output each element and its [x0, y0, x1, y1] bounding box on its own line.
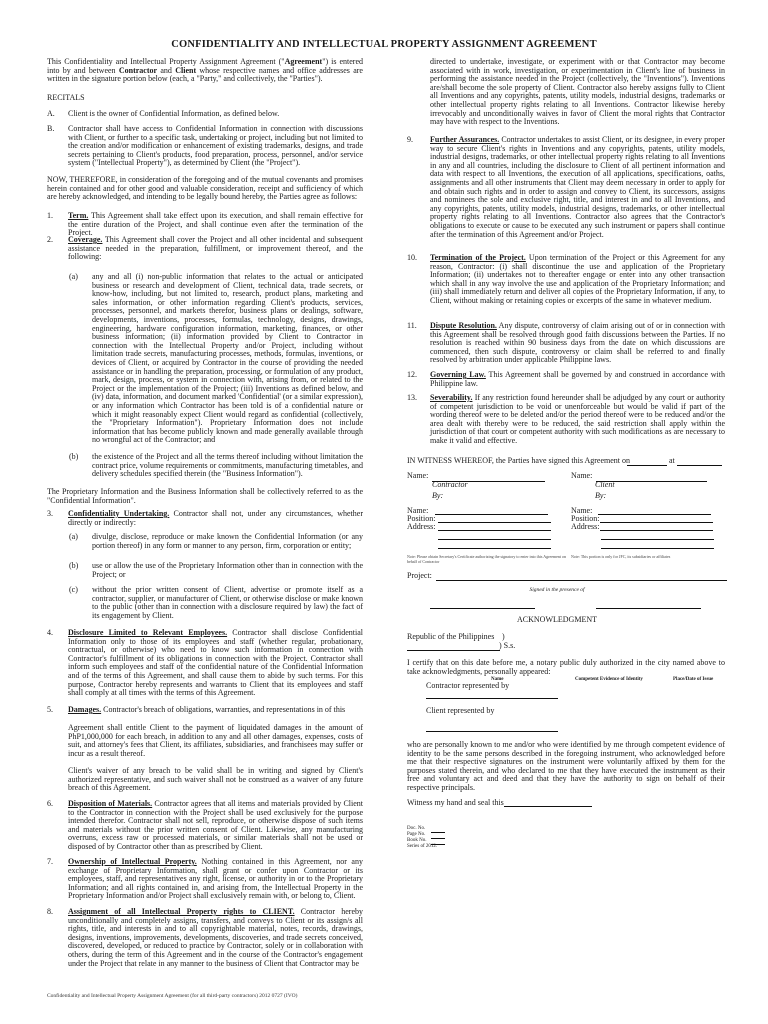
section-3b — [47, 562, 363, 579]
section-heading: Governing Law. — [430, 370, 486, 379]
item-text: divulge, disclose, reproduce or make known the Confidential Information (or any portion thereof) in any form or manner to any person, firm, corporation or entity; — [92, 532, 363, 550]
section-text: This Agreement shall cover the Project and all other incidental and subsequent assistance needed in the preparation, fulfillment, or improvement thereof, and the following: — [68, 235, 363, 262]
col-name-header: Name — [491, 677, 504, 682]
item-text: use or allow the use of the Proprietary Information other than in connection with the Project; or — [92, 561, 363, 579]
item-label: (a) — [69, 532, 78, 541]
contractor-name-label: Name: — [407, 471, 429, 480]
section-5-damages — [47, 706, 363, 715]
witness-hand-label: Witness my hand and seal this — [407, 798, 504, 807]
section-text: Contractor undertakes to assist Client, or its designee, in every proper way to secure Client's rights in Inventions and any copyrights, patents, utility models, industrial designs, trademarks, or other intellectual property rights relating to all Inventions in any and all countries, including the disclosure to Client of all pertinent information and data with respect to all Inventions, the execution of all applications, specifications, oaths, assignments and all other instruments that Client may deem necessary in order to apply for and obtain such rights and in order to assign and convey to Client, its successors, assigns and nominees the sole and exclusive right, title, and interest in and to all Inventions, and any copyrights, patents, utility models, industrial designs, trademarks, or other intellectual property rights relating to all Inventions. Contractor also agrees that the Contractor's obligations to execute or cause to be executed any such instrument or papers shall continue after the termination of this Agreement and/or Project. — [430, 135, 725, 239]
section-text: Client's waiver of any breach to be valid shall be in writing and signed by Client's authorized representative, and such waiver shall not be construed as a waiver of any future breach of this Agreement. — [68, 766, 363, 793]
section-heading: Confidentiality Undertaking. — [68, 509, 170, 518]
section-12-governing-law — [407, 371, 725, 388]
name-label: Name: — [407, 506, 429, 515]
section-number: 6. — [47, 799, 53, 808]
section-number: 3. — [47, 509, 53, 518]
contractor-position-field[interactable] — [438, 522, 551, 523]
section-10-termination — [407, 254, 725, 306]
client-rep-label: Client represented by — [426, 706, 495, 715]
section-number: 13. — [407, 393, 417, 402]
section-3a — [47, 533, 363, 550]
book-no-label: Book No. — [407, 838, 427, 843]
section-2-coverage — [47, 236, 363, 262]
section-number: 5. — [47, 705, 53, 714]
project-label: Project: — [407, 571, 432, 580]
acknowledgment-heading: ACKNOWLEDGMENT — [517, 615, 597, 624]
section-number: 11. — [407, 321, 417, 330]
section-8-continued — [407, 58, 725, 127]
contractor-by-label: By: — [432, 491, 444, 500]
at-label: at — [669, 456, 675, 465]
witness-hand-date-field[interactable] — [504, 806, 592, 807]
section-heading: Term. — [68, 211, 89, 220]
section-heading: Damages. — [68, 705, 102, 714]
item-text: without the prior written consent of Client, advertise or promote itself as a contractor, supplier, or manufacturer of Client, or otherwise disclose or make known to the public (other than in connection with a disclosure required by law) the fact of its engagement by Client. — [92, 585, 363, 620]
now-therefore-paragraph: NOW, THEREFORE, in consideration of the foregoing and of the mutual covenants and promises herein contained and for other good and valuable consideration, receipt and sufficiency of which are hereby acknowledged, and intending to be legally bound hereby, the Parties agree as follows: — [47, 175, 363, 202]
position-label: Position: — [407, 514, 436, 524]
section-5-paragraph-2 — [47, 767, 363, 793]
section-11-dispute — [407, 322, 725, 365]
section-heading: Disposition of Materials. — [68, 799, 153, 808]
contractor-rep-field[interactable] — [426, 698, 558, 699]
col-place-header: Place/Date of Issue — [673, 677, 714, 682]
client-position-field[interactable] — [600, 522, 713, 523]
certify-paragraph: I certify that on this date before me, a notary public duly authorized in the city named above to take acknowledgments, personally appeared: — [407, 658, 725, 676]
section-text: Any dispute, controversy of claim arising out of or in connection with this Agreement shall be resolved through good faith discussions between the Parties. If no resolution is reached within 90 business days from the date on which discussions are commenced, then such dispute, controversy or claim shall be referred to and finally resolved by arbitration under applicable Philippine laws. — [430, 321, 725, 365]
republic-label: Republic of the Philippines — [407, 632, 495, 641]
item-label: (b) — [69, 561, 79, 570]
page-footer: Confidentiality and Intellectual Property Assignment Agreement (for all third-party contractors) 2012 0727 (IVO) — [47, 993, 298, 999]
section-heading: Ownership of Intellectual Property. — [68, 857, 197, 866]
intro-text: whose respective names and office addresses are written in the signature portion below (each, a "Party," and collectively, the "Parties"). — [47, 65, 363, 84]
section-heading: Termination of the Project. — [430, 253, 526, 262]
place-field[interactable] — [677, 465, 722, 466]
intro-agreement: Agreement — [284, 57, 323, 66]
client-address-field[interactable] — [600, 530, 713, 531]
section-text: This Agreement shall be governed by and construed in accordance with Philippine law. — [430, 370, 725, 388]
contractor-rep-label: Contractor represented by — [426, 681, 510, 690]
intro-text: and — [157, 65, 176, 75]
client-address-field-2[interactable] — [601, 539, 714, 540]
section-number: 8. — [47, 907, 53, 916]
doc-no-label: Doc. No. — [407, 826, 426, 831]
item-label: (c) — [69, 585, 78, 594]
section-text: Nothing contained in this Agreement, nor any exchange of Proprietary Information, shall grant or confer upon Contractor or its employees, staff, and representatives any right, license, or authority in or to the Proprietary Information; and all rights contained in, and arising from, the Intellectual Property in the Proprietary Information and/or Project shall exclusively remain with, or belong to, Client. — [68, 857, 363, 901]
section-3-confidentiality — [47, 510, 363, 527]
client-address-field-3[interactable] — [601, 548, 714, 549]
collective-definition: The Proprietary Information and the Business Information shall be collectively referred to as the "Confidential Information". — [47, 487, 363, 505]
section-8-assignment — [47, 908, 363, 968]
section-heading: Severability. — [430, 393, 473, 402]
section-number: 4. — [47, 628, 53, 637]
recital-b — [47, 125, 363, 168]
witness-statement: IN WITNESS WHEREOF, the Parties have signed this Agreement on — [407, 456, 631, 465]
position-label: Position: — [571, 514, 600, 524]
section-heading: Assignment of all Intellectual Property rights to CLIENT. — [68, 907, 295, 916]
section-heading: Disclosure Limited to Relevant Employees. — [68, 628, 228, 637]
section-9-assurances — [407, 136, 725, 239]
section-6-materials — [47, 800, 363, 852]
section-number: 2. — [47, 235, 53, 244]
section-5-paragraph-1 — [47, 724, 363, 758]
intro-text: This Confidentiality and Intellectual Property Assignment Agreement (" — [47, 57, 285, 66]
section-text: Contractor's breach of obligations, warranties, and representations in of this — [101, 705, 346, 714]
section-number: 9. — [407, 135, 413, 144]
section-text: This Agreement shall take effect upon its execution, and shall remain effective for the entire duration of the Project, and shall continue even after the termination of the Project. — [68, 211, 363, 238]
section-2b — [47, 453, 363, 479]
section-heading: Coverage. — [68, 235, 103, 244]
witness-2-signature-field[interactable] — [596, 608, 701, 609]
ss-label: ) S.s. — [499, 641, 516, 650]
address-label: Address: — [407, 522, 436, 532]
project-field[interactable] — [436, 580, 727, 581]
section-text: directed to undertake, investigate, or experiment with or that Contractor may become associated with in work, investigation, or experimentation in Client's line of business in performing the assistance needed in the Project (collectively, the "Inventions"). Inventions are/shall become the sole property of Client. Contractor also hereby assigns fully to Client all Inventions and any copyrights, patents, utility models, industrial designs, trademarks or other intellectual property rights relating to all Inventions. Contractor likewise hereby irrevocably and unconditionally waives in favor of Client the moral rights that Contractor may have with respect to the Inventions. — [430, 57, 725, 127]
name-label: Name: — [571, 506, 593, 515]
item-label: (b) — [69, 452, 79, 461]
intro-text: ") is entered into by and between — [47, 57, 363, 75]
contractor-signatory-labels — [407, 507, 435, 532]
recital-text: Contractor shall have access to Confidential Information in connection with discussions with Client, or further to a specific task, undertaking or project, including but not limited to the creation and/or modification or enhancement of existing trademarks, designs, and trade secrets pertaining to Client's products, food preparation, process, personnel, and/or service system ("Intellectual Property"), as determined by Client (the "Project"). — [68, 124, 363, 168]
republic-paren: ) — [502, 632, 505, 641]
doc-no-field[interactable] — [431, 832, 445, 833]
intro-contractor: Contractor — [118, 65, 158, 75]
section-1-term — [47, 212, 363, 238]
known-paragraph: who are personally known to me and/or who were identified by me through competent evidence of identity to be the same persons described in the foregoing instrument, who acknowledged before me that their respective signatures on the instrument were voluntarily affixed by them for the purposes stated therein, and who declared to me that they have executed the instrument as their free and voluntary act and deed and that they have the authority to sign on behalf of their respective principals. — [407, 740, 725, 792]
contractor-address-field-2[interactable] — [438, 539, 551, 540]
recital-a — [47, 110, 363, 119]
recitals-heading: RECITALS — [47, 93, 85, 102]
page-no-field[interactable] — [431, 838, 445, 839]
section-number: 1. — [47, 211, 53, 220]
section-3c — [47, 586, 363, 620]
contractor-address-field-3[interactable] — [438, 548, 551, 549]
address-label: Address: — [571, 522, 600, 532]
document-title: CONFIDENTIALITY AND INTELLECTUAL PROPERTY ASSIGNMENT AGREEMENT — [171, 39, 597, 50]
section-text: Agreement shall entitle Client to the payment of liquidated damages in the amount of PhP1,000,000 for each breach, in addition to any and all other damages, expenses, costs of suit, and attorney's fees that Client, its affiliates, subsidiaries, and franchisees may suffer or incur as a result thereof. — [68, 723, 363, 758]
client-label: Client — [595, 480, 615, 489]
signed-presence-label: Signed in the presence of — [529, 587, 585, 593]
recital-label: A. — [47, 109, 55, 118]
page-no-label: Page No. — [407, 832, 426, 837]
section-text: Contractor agrees that all items and materials provided by Client to the Contractor in connection with the Project shall be used exclusively for the purpose intended therefor. Contractor shall not sell, reproduce, or otherwise dispose of such items and materials without the prior written consent of Client. Likewise, any manufacturing overruns, excess raw or processed materials, or similar materials shall not be used or disposed of by Contractor other than as prescribed by Client. — [68, 799, 363, 851]
section-7-ownership — [47, 858, 363, 901]
intro-paragraph — [47, 58, 363, 84]
recital-label: B. — [47, 124, 55, 133]
section-heading: Further Assurances. — [430, 135, 500, 144]
section-13-severability — [407, 394, 725, 446]
contractor-signatory-name-field[interactable] — [435, 514, 548, 515]
client-rep-field[interactable] — [426, 731, 558, 732]
intro-client: Client — [175, 65, 197, 75]
section-heading: Dispute Resolution. — [430, 321, 497, 330]
date-field[interactable] — [627, 465, 667, 466]
section-number: 10. — [407, 253, 417, 262]
section-text: If any restriction found hereunder shall be adjudged by any court or authority of competent jurisdiction to be void or unenforceable but would be valid if part of the wording thereof were to be deleted and/or the period thereof were to be reduced and/or the area dealt with thereby were to be reduced, the said restriction shall apply within the jurisdiction of that court or competent authority with such modifications as are necessary to make it valid and effective. — [430, 393, 725, 445]
section-number: 12. — [407, 370, 417, 379]
item-text: any and all (i) non-public information that relates to the actual or anticipated business or research and development of Client, technical data, trade secrets, or know-how, including, but not limited to, research, product plans, marketing and sales information, or other information regarding Client's products, services, processes, personnel, and markets therefor, business plans or dealings, software, developments, inventions, processes, formulas, technology, designs, drawings, engineering, hardware configuration information, marketing, finances, or other business information; (ii) information provided by Client to Contractor in connection with the Intellectual Property and/or Project, including without limitation trade secrets, manufacturing processes, methods, formulas, inventions, or devices of Client, or acquired by Contractor in the course of providing the needed assistance or in handling the preparation, processing, or formulation of any product, mark, design, process, or system in connection with, arising from, or related to the Project or the implementation of the Project; (iii) Inventions as defined below, and (iv) data, information, and document marked 'Confidential' (or a similar expression), or any information which Contractor has been told is of a confidential nature or which it might reasonably expect Client would regard as confidential (collectively, the "Proprietary Information"). Proprietary Information does not include information that has become publicly known and made generally available through no wrongful act of the Contractor; and — [92, 272, 363, 445]
client-signatory-labels — [571, 507, 599, 532]
recital-text: Client is the owner of Confidential Information, as defined below. — [68, 109, 280, 118]
client-note: Note: This portion is only for JFC, its subsidiaries or affiliates — [571, 554, 671, 559]
client-signatory-name-field[interactable] — [598, 514, 711, 515]
section-text: Contractor shall not, under any circumstances, whether directly or indirectly: — [68, 509, 363, 527]
book-no-field[interactable] — [431, 844, 445, 845]
col-evidence-header: Competent Evidence of Identity — [575, 677, 643, 682]
section-text: Contractor shall disclose Confidential Information only to those of its employees and staff (whether regular, probationary, contractual, or otherwise) who need to know such information in connection with Contractor's fulfillment of its obligations in connection with the Project. Contractor shall inform such employees and staff of the confidential nature of the Confidential Information and of the terms of this Agreement, and shall cause them to abide by such terms. For this purpose, Contractor hereby represents and warrants to Client that its employees and staff shall comply at all times with the terms of this Agreement. — [68, 628, 363, 698]
section-2a — [47, 273, 363, 445]
section-text: Upon termination of the Project or this Agreement for any reason, Contractor: (i) shall discontinue the use and application of the Proprietary Information; (ii) undertakes not to thereafter engage or enter into any other transaction which shall in any way involve the use and application of the Proprietary Information; and (iii) shall immediately return and deliver all copies of the Proprietary Information, if any, to Client, without making or retaining copies or excerpts of the same in whatever medium. — [430, 253, 726, 305]
series-label: Series of 2012. — [407, 844, 438, 849]
section-4-disclosure — [47, 629, 363, 698]
client-by-label: By: — [595, 491, 607, 500]
contractor-note: Note: Please obtain Secretary's Certificate authorizing the signatory to enter into this Agreement on behalf of Contractor — [407, 554, 567, 564]
witness-1-signature-field[interactable] — [430, 608, 535, 609]
contractor-label: Contractor — [432, 480, 468, 489]
client-name-label: Name: — [571, 471, 593, 480]
section-text: Contractor hereby unconditionally and completely assigns, transfers, and conveys to Client or its assign/s all rights, title, and interests in and to all copyrightable material, notes, records, drawings, designs, inventions, improvements, developments, discoveries, and trade secrets conceived, discovered, developed, or reduced to practice by Contractor, solely or in collaboration with others, during the term of this Agreement and in the course of the Contractor's engagement under the Project that relate in any manner to the business of Client that Contractor may be — [68, 907, 363, 968]
section-number: 7. — [47, 857, 53, 866]
city-field[interactable] — [407, 650, 500, 651]
item-label: (a) — [69, 272, 78, 281]
item-text: the existence of the Project and all the terms thereof including without limitation the contract price, volume requirements or commitments, manufacturing timetables, and delivery schedules specified therein (the "Business Information"). — [92, 452, 363, 479]
contractor-address-field[interactable] — [438, 530, 551, 531]
